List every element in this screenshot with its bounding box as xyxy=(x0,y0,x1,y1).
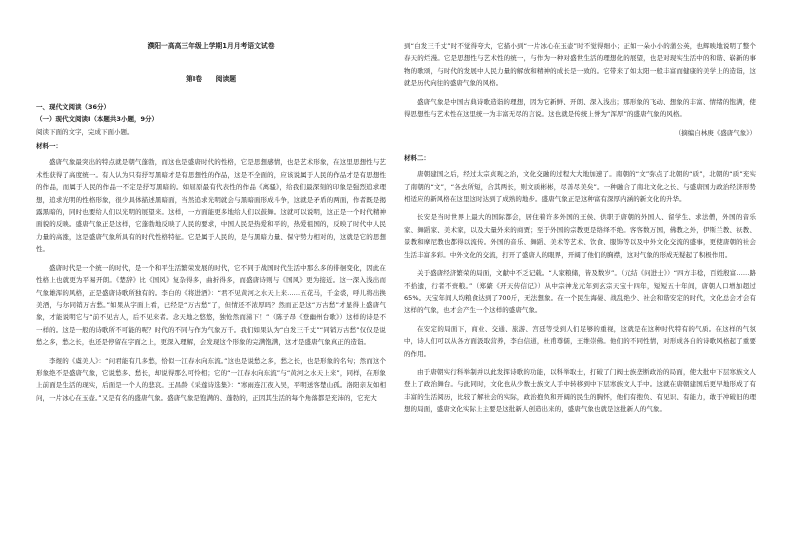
paragraph: 盛唐气象最突出的特点就是朝气蓬勃，而这也是盛唐时代的性格，它是思想感情，也是艺术形象，在这里思想性与艺术性获得了高度统一。有人认为只有抒写黑暗才是有思想性的作品，这是不全面的，应该说属于人民的作品才是有思想性的作品，而属于人民的作品一不定是抒写黑暗的。如屈原最有代表性的作品《离骚》，给我们最深刻的印象是强烈追求理想，追求光明的性格形象，很少具体描述黑暗面，当然追求光明就会与黑暗面形成斗争，这就是矛盾的两面，作者既是揭露黑暗的，同时也要给人们以光明的展望来。这样，一方面能更多地给人们以鼓舞。这就可以说明，这正是一个时代精神面貌的反映。盛唐气象正是这样，它蓬勃地反映了人民的要求，中国人民是热爱和平的，热爱祖国的，反映了时代中人民力量的高涨，这是盛唐气象所具有的时代性格特征。它是属于人民的，是与黑暗力量、保守势力相对的，这就是它的思想性。 xyxy=(36,158,386,254)
part-heading: 第Ⅰ卷 阅读题 xyxy=(185,75,237,84)
exam-title: 濮阳一高高三年级上学期1月月考语文试卷 xyxy=(147,42,275,50)
subsection-heading: （一）现代文阅读Ⅰ（本题共3小题，9分） xyxy=(36,115,158,124)
paragraph: 由于唐朝实行科举制并以此发挥诗歌的功能，以科举取士，打破了门阀士族垄断政治的局面，使大批中下层寒族文人登上了政治舞台。与此同时，文化也从少数士族文人手中转移到中下层寒族文人手中。这就在唐朝建国后更早地形成了有丰富的生活阅历，比较了解社会的实际，政治抱负和开阔的民生的胸怀，他们有抱负、有见识、有能力，敢于冲破旧的理想的局面，盛唐文化实际上主要是这批新人创造出来的，盛唐气象也就是这批新人的气象。 xyxy=(404,367,756,414)
material-two-label: 材料二： xyxy=(404,153,430,162)
section-heading: 一、现代文阅读（36分） xyxy=(36,102,111,111)
paragraph: 关于盛唐经济繁荣的局面，文献中不乏记载。“人家粮储，皆及数岁”。（元结《问进士》）“四方丰稔，百姓殷富……路不拾遗，行者不赍粮。”（郑綮《开天传信记》）从中宗神龙元年到玄宗天宝十四年，短短五十年间，唐朝人口增加超过65%。天宝年间人均粮食达到了700斤，无法想象。在一个民生海晏、战乱绝少、社会和谐安定的时代，文化总会才会有这样的气象，也才会产生一个这样的盛唐气象。 xyxy=(404,269,756,315)
paragraph: 盛唐时代是一个统一的时代，是一个和平生活繁荣发展的时代，它不同于战国时代生活中那么多的徘徊变化，因此在性格上也就更为平易开朗。《楚辞》比《国风》复杂得多，曲折得多，而盛唐诗则与《国风》更为接近。这一深入浅出而气象雄浑的风格，正是盛唐诗歌所独有的。李白的《将进酒》：“君不见黄河之水天上来……五花马，千金裘，呼儿将出换美酒，与尔同销万古愁。”如果从字面上看，已经是“万古愁”了，但情还不浓厚吗？然而正是这“万古愁”才显得上盛唐气象，才能说明它与“前不见古人，后不见来者。念天地之悠悠，独怆然而涕下！”（陈子昂《登幽州台歌》）这样的诗是不一样的。这是一般的诗歌所不可能的呢？时代的不同与作为气象万千。我们如果认为“白发三千丈”“同销万古愁”仅仅是说愁之多，愁之长，也还是停留在字面之上，更深入理解，会发现这个形象的完满饱满，这才是盛唐气象真正的造诣。 xyxy=(36,263,386,347)
instruction-text: 阅读下面的文字，完成下面小题。 xyxy=(36,127,134,136)
paragraph: 盛唐气象是中国古典诗歌造诣的理想，因为它新鲜、开朗、深入浅出；那形象的飞动、想象的丰富、情绪的饱满，使得思想性与艺术性在这里统一为丰富无尽的言说。这也就是传统上誉为“浑厚”的盛唐气象的风格。 xyxy=(404,97,756,119)
paragraph: 长安是当时世界上最大的国际都会，居住着许多外国的王侯、供职于唐朝的外国人、留学生、求法僧，外国的音乐家、舞蹈家、美术家，以及大量外来的商贾；至于外国的宗教更是络绎不绝。客客数万国，佛教之外，伊斯兰教、祆教、景教和摩尼教也都得以流传。外国的音乐、舞蹈、美术等艺术、饮食、服饰等以及中外文化交流的盛事，更使唐朝的社会生活丰富多彩。中外文化的交流，打开了盛唐人的眼界，开阔了他们的胸襟，这对气象的形成无疑起了积极作用。 xyxy=(404,213,756,259)
left-column xyxy=(36,40,386,404)
paragraph: 李煜的《虞美人》：“问君能有几多愁，恰似一江春水向东流。”这也是说愁之多，愁之长，也是形象的名句；然而这个形象绝不是盛唐气象，它说愁多、愁长，却说得那么可怜相；它的“一江春水向东流”与“黄河之水天上来”，同样，在形象上前面是生活的现实，后面是一个人的悲哀。王昌龄《采莲诗选集》：“寒雨连江夜入吴，平明送客楚山孤。洛阳亲友如相问，一片冰心在玉壶。”又是有名的盛唐气象。盛唐气象是饱满的、蓬勃的，正因其生活的每个角落都是充沛的，它充大 xyxy=(36,356,386,402)
right-column xyxy=(404,40,756,416)
material-one-label: 材料一： xyxy=(36,142,62,151)
paragraph: 唐朝建国之后，经过太宗贞观之治，文化交融的过程大大地加速了。南朝的“文”弥点了北朝的“质”，北朝的“质”充实了南朝的“文”，“各去所短，合其两长，则文质彬彬，尽善尽美矣”。一种融合了南北文化之长、与盛唐国力政治经济形势相适应的新风格在这里这时达到了成熟的地步。盛唐气象正是这种富有深厚内涵的新文化的升华。 xyxy=(404,170,756,204)
paragraph: 在安定的局面下，商业、交通、旅游、宫廷等受到人们足够的重视，这就是在这种时代特有的气质。在这样的气氛中，诗人们可以从各方面汲取营养，李白信道，杜甫尊儒，王维崇佛。他们的不同性情，对形成各自的诗歌风格起了重要的作用。 xyxy=(404,324,756,358)
paragraph-continued: 到“白发三千丈”时不觉得夸大，它描小到“一片冰心在玉壶”时不觉得细小；正如一朵小小的蒲公英，也辉映地说明了整个春天的烂漫。它是思想性与艺术性的统一，与作为一种对盛世生活的理想化的展望，也是对现实生活中的和谐、崭新的事物的歌颂，与时代的发展中人民力量的解放和精神的成长是一致的。它带来了如太阳一般丰富而健康的美学上的造诣，这就是历代向往的盛唐气象的风格。 xyxy=(404,42,756,88)
source-citation: （摘编自林庚《盛唐气象》） xyxy=(674,129,756,138)
